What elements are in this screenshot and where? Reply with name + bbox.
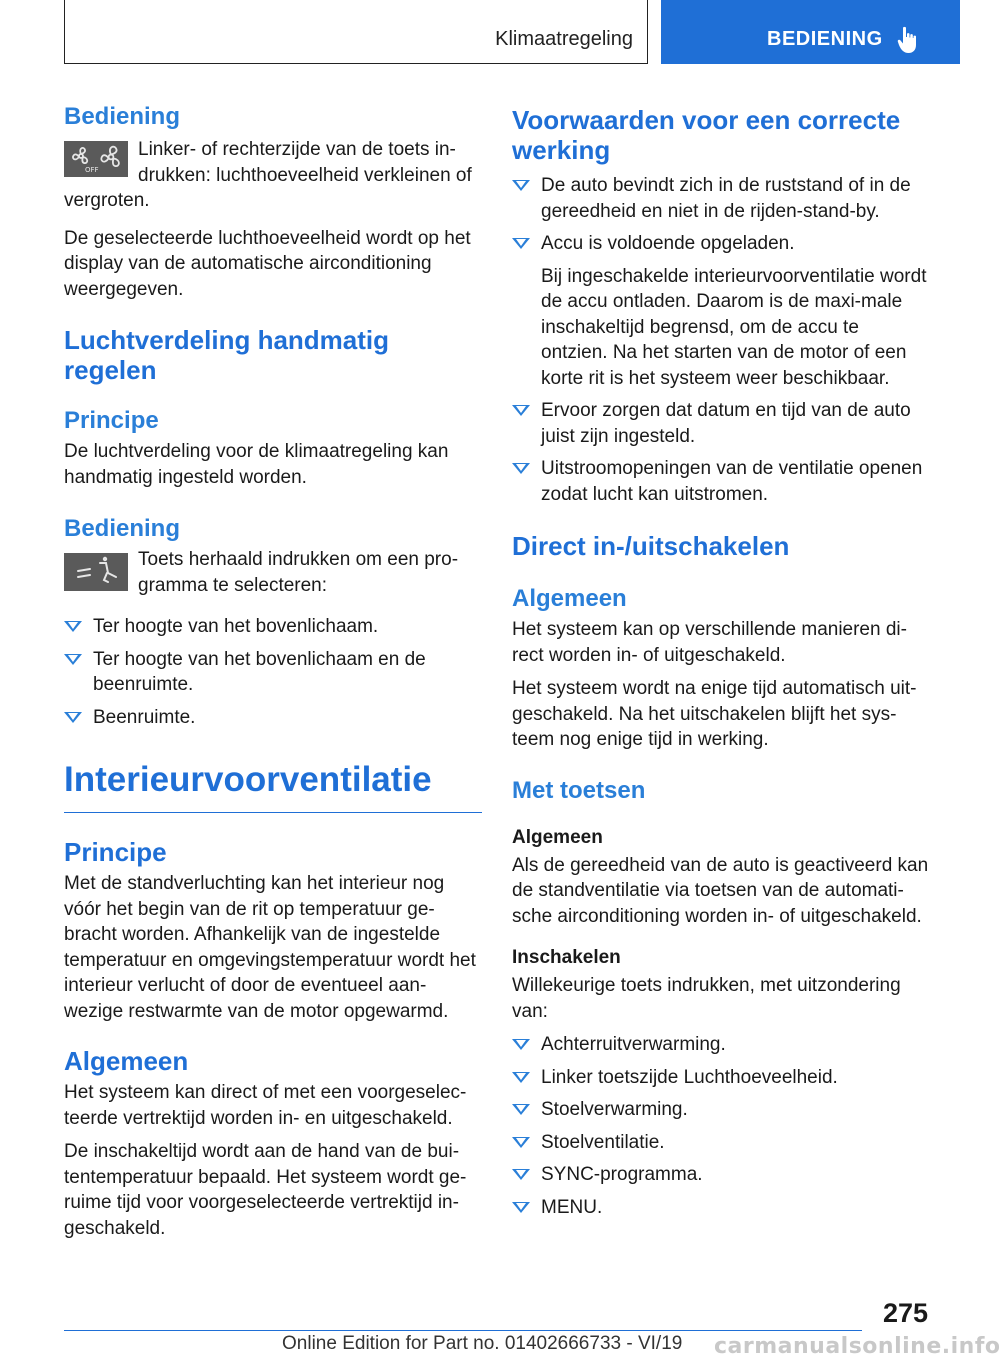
algemeen-2-paragraph-2: Het systeem wordt na enige tijd automatisch uit-geschakeld. Na het uitschakelen blijft het sys-teem nog enige tijd in werking. <box>512 678 917 750</box>
heading-luchtverdeling: Luchtverdeling handmatig regelen <box>64 325 390 385</box>
bullet-triangle-icon <box>512 405 530 416</box>
list-item: MENU. <box>512 1195 930 1221</box>
heading-bediening-2: Bediening <box>64 515 181 542</box>
heading-voorwaarden: Voorwaarden voor een correcte werking <box>512 105 901 165</box>
page-number: 275 <box>882 1298 928 1328</box>
list-item: Linker toetszijde Luchthoeveelheid. <box>512 1065 930 1091</box>
list-item: Stoelventilatie. <box>512 1130 930 1156</box>
bediening-1-paragraph-2: De geselecteerde luchthoeveelheid wordt op het display van de automatische airconditioning weergegeven. <box>64 227 471 300</box>
bullet-triangle-icon <box>512 180 530 191</box>
heading-interieurvoorventilatie: Interieurvoorventilatie <box>64 760 482 813</box>
pointing-hand-icon <box>897 26 919 54</box>
fan-speed-button-icon <box>64 141 128 177</box>
svg-text:OFF: OFF <box>85 166 99 174</box>
bediening-1-text: Linker- of rechterzijde van de toets in-drukken: luchthoeveelheid verkleinen of vergroten. <box>64 139 472 211</box>
right-column <box>512 100 930 1220</box>
bediening-2-text: Toets herhaald indrukken om een pro-gramma te selecteren: <box>138 549 459 596</box>
bullet-triangle-icon <box>512 1137 530 1148</box>
heading-algemeen-2: Algemeen <box>512 585 627 612</box>
bullet-triangle-icon <box>512 1039 530 1050</box>
principe-2-text: Met de standverluchting kan het interieur nog vóór het begin van de rit op temperatuur ge-bracht worden. Afhankelijk van de ingestelde temperatuur en omgevingstemperatuur wordt het interieur verlucht of door de eventueel aan-wezige restwarmte van de motor opgewarmd. <box>64 873 476 1022</box>
principe-1-text: De luchtverdeling voor de klimaatregeling kan handmatig ingesteld worden. <box>64 441 449 488</box>
bullet-triangle-icon <box>512 463 530 474</box>
footer-divider <box>64 1330 862 1331</box>
bullet-triangle-icon <box>512 1202 530 1213</box>
header-chapter-box <box>64 0 648 64</box>
header-section: BEDIENING <box>767 28 883 50</box>
watermark: carmanualsonline.info <box>714 1334 1001 1359</box>
heading-met-toetsen: Met toetsen <box>512 776 646 804</box>
list-item: Achterruitverwarming. <box>512 1032 930 1058</box>
bullet-triangle-icon <box>512 1169 530 1180</box>
heading-direct-schakelen: Direct in-/uitschakelen <box>512 531 790 561</box>
list-item: Beenruimte. <box>64 705 482 731</box>
algemeen-2-paragraph-1: Het systeem kan op verschillende manieren di-rect worden in- of uitgeschakeld. <box>512 619 907 666</box>
list-item: De auto bevindt zich in de ruststand of in de gereedheid en niet in de rijden-stand-by. <box>512 173 930 224</box>
heading-algemeen-3: Algemeen <box>512 826 603 848</box>
list-item: Accu is voldoende opgeladen. <box>512 231 930 257</box>
heading-principe-1: Principe <box>64 407 159 434</box>
list-item: SYNC-programma. <box>512 1162 930 1188</box>
list-item: Ter hoogte van het bovenlichaam. <box>64 614 482 640</box>
inschakelen-text: Willekeurige toets indrukken, met uitzondering van: <box>512 975 901 1022</box>
heading-algemeen-1: Algemeen <box>64 1046 189 1076</box>
list-item: Ter hoogte van het bovenlichaam en de beenruimte. <box>64 647 482 698</box>
bullet-triangle-icon <box>64 654 82 665</box>
heading-principe-2: Principe <box>64 837 167 867</box>
algemeen-3-text: Als de gereedheid van de auto is geactiveerd kan de standventilatie via toetsen van de automati-sche airconditioning worden in- of uitgeschakeld. <box>512 854 929 927</box>
list-item: Ervoor zorgen dat datum en tijd van de auto juist zijn ingesteld. <box>512 398 930 449</box>
heading-bediening-1: Bediening <box>64 103 181 130</box>
bullet-triangle-icon <box>64 621 82 632</box>
list-item: Uitstroomopeningen van de ventilatie openen zodat lucht kan uitstromen. <box>512 456 930 507</box>
air-distribution-button-icon <box>64 553 128 591</box>
bullet-triangle-icon <box>64 712 82 723</box>
bullet-triangle-icon <box>512 238 530 249</box>
accu-note: Bij ingeschakelde interieurvoorventilatie wordt de accu ontladen. Daarom is de maxi-male inschakeltijd begrensd, om de accu te ontzien. Na het starten van de motor of een korte rit is het systeem weer beschikbaar. <box>541 265 927 389</box>
header-chapter: Klimaatregeling <box>495 28 633 50</box>
heading-inschakelen: Inschakelen <box>512 947 621 968</box>
footer-edition: Online Edition for Part no. 01402666733 - VI/19 <box>282 1333 683 1354</box>
algemeen-1-paragraph-1: Het systeem kan direct of met een voorgeselec-teerde vertrektijd worden in- en uitgeschakeld. <box>64 1082 467 1129</box>
list-item: Stoelverwarming. <box>512 1097 930 1123</box>
bullet-triangle-icon <box>512 1104 530 1115</box>
bullet-triangle-icon <box>512 1072 530 1083</box>
algemeen-1-paragraph-2: De inschakeltijd wordt aan de hand van de bui-tentemperatuur bepaald. Het systeem wordt ge-ruime tijd voor voorgeselecteerde vertrektijd in-geschakeld. <box>64 1141 467 1239</box>
left-column <box>64 100 482 1241</box>
